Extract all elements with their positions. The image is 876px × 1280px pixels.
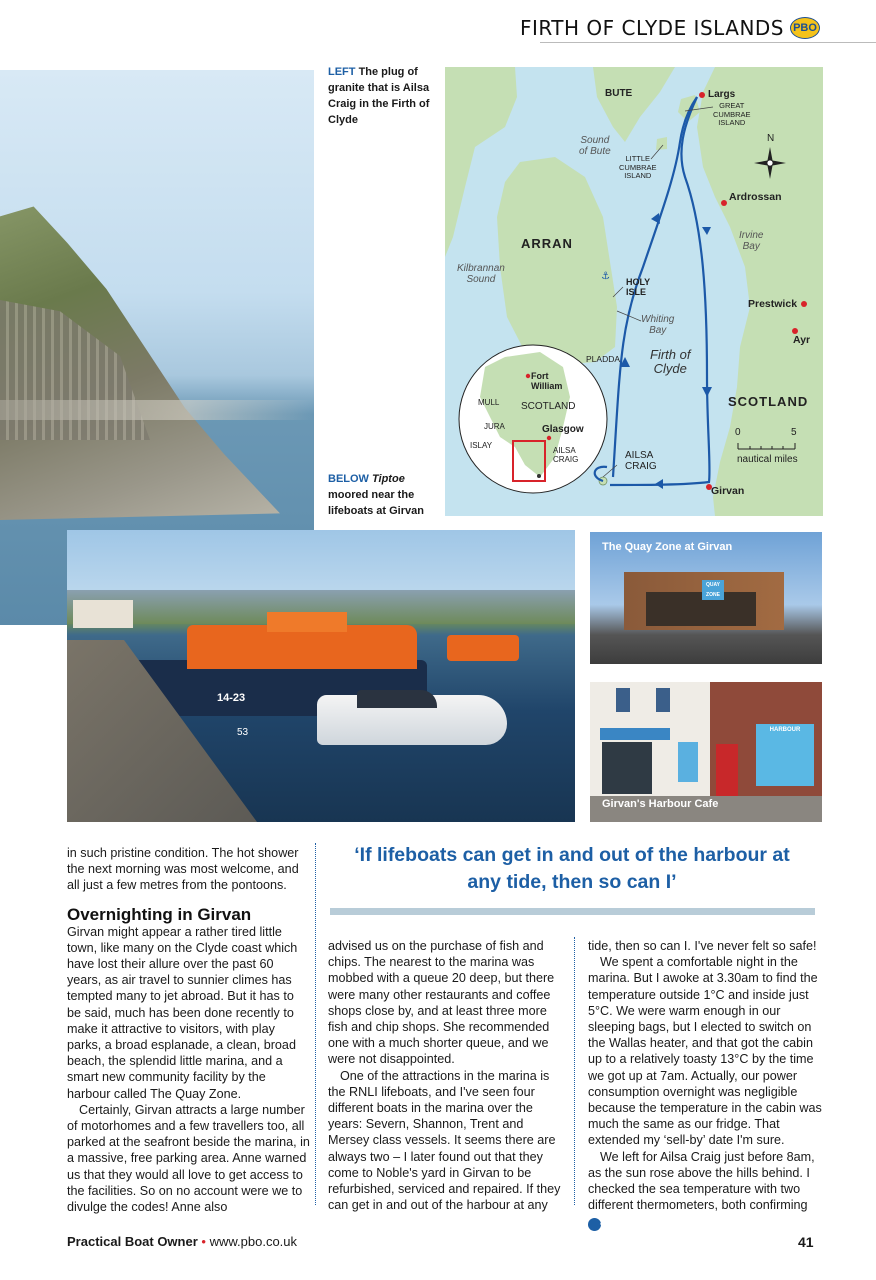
cafe-shopfront xyxy=(602,742,652,794)
label-prestwick: Prestwick xyxy=(748,298,798,310)
col3-para1: tide, then so can I. I've never felt so safe! xyxy=(588,939,817,953)
footer-left xyxy=(67,1234,297,1249)
column-2 xyxy=(328,938,566,1213)
route-arrow-south-1 xyxy=(702,227,711,235)
cafe-menu-sign: HARBOUR xyxy=(756,724,814,786)
page-number: 41 xyxy=(798,1234,814,1250)
inset-label-jura: JURA xyxy=(484,422,505,431)
header-rule xyxy=(540,42,876,43)
cafe-red-door xyxy=(716,744,738,796)
label-ailsa-craig: AILSA CRAIG xyxy=(625,450,657,472)
col2-para1: advised us on the purchase of fish and chips. The nearest to the marina was mobbed with a queue 20 deep, but there were many other restaurants and coffee shops close by, and at least three more fish and chip shops. She recommended one with a much shorter queue, and we were not disappointed. xyxy=(328,939,555,1067)
column-1 xyxy=(67,845,311,1215)
label-ayr: Ayr xyxy=(793,334,811,346)
label-irvine-bay: Irvine Bay xyxy=(739,230,764,252)
inset-ailsa-dot xyxy=(537,474,541,478)
harbour-cafe-photo xyxy=(590,682,822,822)
section-title: FIRTH OF CLYDE ISLANDS xyxy=(519,16,784,40)
route-arrow-west xyxy=(655,479,663,489)
footer-magazine: Practical Boat Owner xyxy=(67,1234,198,1249)
caption-left xyxy=(328,64,436,128)
harbour-building xyxy=(73,600,133,628)
inset-label-mull: MULL xyxy=(478,398,500,407)
section-header xyxy=(520,16,820,40)
arran-land xyxy=(497,157,617,365)
pontoon-berth-number: 53 xyxy=(237,727,249,738)
label-firth-of-clyde: Firth of Clyde xyxy=(650,347,691,376)
label-sound-of-bute: Sound of Bute xyxy=(579,135,611,157)
pbo-logo: PBO xyxy=(790,17,820,39)
footer-bullet: • xyxy=(201,1234,206,1249)
continue-arrow-icon[interactable]: ➔ xyxy=(588,1218,601,1231)
col1-para1: in such pristine condition. The hot shower the next morning was most welcome, and all just a few metres from the pontoons. xyxy=(67,846,299,893)
label-ardrossan: Ardrossan xyxy=(729,191,782,203)
cafe-window-1 xyxy=(616,688,630,712)
inset-fort-william-dot xyxy=(526,374,530,378)
inset-label-ailsa-craig: AILSA CRAIG xyxy=(553,446,579,464)
inset-glasgow-dot xyxy=(547,436,551,440)
shoreline xyxy=(0,400,314,420)
col2-para2: One of the attractions in the marina is the RNLI lifeboats, and I've seen four different boats in the marina over the years: Severn, Shannon, Trent and Mersey class vessels. It seems there are always two – I later found out that they come to Noble's yard in Girvan to be refurbished, serviced and repaired. If they can get in and out of the harbour at any xyxy=(328,1068,561,1213)
cafe-window-2 xyxy=(656,688,670,712)
largs-dot xyxy=(699,92,705,98)
column-divider-2 xyxy=(574,937,575,1205)
caption-left-text: The plug of granite that is Ailsa Craig in the Firth of Clyde xyxy=(328,66,430,126)
little-cumbrae-land xyxy=(656,137,667,150)
label-whiting-bay: Whiting Bay xyxy=(641,314,675,336)
caption-quay: The Quay Zone at Girvan xyxy=(602,541,733,553)
inset-label-scotland: SCOTLAND xyxy=(521,401,576,412)
caption-left-key: LEFT xyxy=(328,66,356,78)
label-girvan: Girvan xyxy=(711,485,745,497)
label-pladda: PLADDA xyxy=(586,354,621,364)
caption-below-key: BELOW xyxy=(328,473,369,485)
col1-para2: Girvan might appear a rather tired little town, like many on the Clyde coast which have lost their allure over the past 60 years, as air travel to sunnier climes has tempted many to jet abroad. But it has to be said, much has been done recently to make it attractive to visitors, with play parks, a broad esplanade, a clean, broad beach, the splendid little marina, and a smart new community facility by the harbour called The Quay Zone. xyxy=(67,924,298,1101)
col1-para3: Certainly, Girvan attracts a large number of motorhomes and a few travellers too, all parked at the seafront beside the marina, in a massive, free parking area. Anne warned us that they would all love to get access to the facilities. So on no account were we to divulge the codes! Anne also xyxy=(67,1102,310,1215)
inset-label-glasgow: Glasgow xyxy=(542,424,584,435)
lifeboat-number: 14-23 xyxy=(217,692,246,704)
label-arran: ARRAN xyxy=(521,236,573,251)
inset-label-islay: ISLAY xyxy=(470,441,493,450)
cafe-menu-board xyxy=(678,742,698,782)
girvan-harbour-photo xyxy=(67,530,575,822)
column-3 xyxy=(588,938,822,1231)
quay-zone-glazing xyxy=(646,592,756,626)
cruiser-windscreen xyxy=(357,690,437,708)
second-lifeboat xyxy=(447,635,519,661)
label-great-cumbrae: GREAT CUMBRAE ISLAND xyxy=(713,101,751,127)
cafe-fascia xyxy=(600,728,670,740)
label-north: N xyxy=(767,133,775,144)
route-map xyxy=(445,67,823,516)
caption-below xyxy=(328,471,436,519)
col3-para3: We left for Ailsa Craig just before 8am, as the sun rose above the hills behind. I checked the sea temperature with two different thermometers, both confirming ➔ xyxy=(588,1149,815,1231)
label-holy-isle: HOLY ISLE xyxy=(626,277,651,297)
caption-below-boat-name: Tiptoe xyxy=(372,473,405,485)
route-arrow-north-2 xyxy=(651,213,660,224)
quay-zone-sign: QUAY ZONE xyxy=(702,580,724,600)
label-scotland: SCOTLAND xyxy=(728,394,809,409)
inset-label-fort-william: Fort William xyxy=(531,371,563,391)
caption-below-text: moored near the lifeboats at Girvan xyxy=(328,489,424,517)
quay-zone-photo xyxy=(590,532,822,664)
label-scale-5: 5 xyxy=(791,427,797,438)
anchor-icon: ⚓ xyxy=(601,271,610,282)
pull-quote: ‘If lifeboats can get in and out of the harbour at any tide, then so can I’ xyxy=(354,844,790,893)
label-scale-0: 0 xyxy=(735,427,741,438)
footer-website[interactable]: www.pbo.co.uk xyxy=(209,1234,298,1249)
pull-quote-bar xyxy=(330,908,815,915)
col3-para2: We spent a comfortable night in the marina. But I awoke at 3.30am to find the temperature outside 1°C and inside just 5°C. We were warm enough in our sleeping bags, but I elected to switch on the Wallas heater, and that got the cabin up to a relatively toasty 13°C by the time we got up at 7am. Actually, our power consumption overnight was negligible because the temperature in the cabin was much the same as our fridge. That extended my ‘sell-by’ date I'm sure. xyxy=(588,955,822,1148)
ardrossan-dot xyxy=(721,200,727,206)
label-bute: BUTE xyxy=(605,88,633,99)
caption-cafe: Girvan's Harbour Cafe xyxy=(602,798,719,810)
bute-land xyxy=(593,67,675,142)
lifeboat-wheelhouse xyxy=(267,612,347,632)
label-largs: Largs xyxy=(708,89,736,100)
subhead-overnighting: Overnighting in Girvan xyxy=(67,904,252,924)
label-scale-unit: nautical miles xyxy=(737,454,798,465)
label-little-cumbrae: LITTLE CUMBRAE ISLAND xyxy=(619,154,657,180)
label-kilbrannan-sound: Kilbrannan Sound xyxy=(457,263,505,285)
column-divider-1 xyxy=(315,843,316,1205)
route-arrow-south-2 xyxy=(702,387,712,397)
prestwick-dot xyxy=(801,301,807,307)
